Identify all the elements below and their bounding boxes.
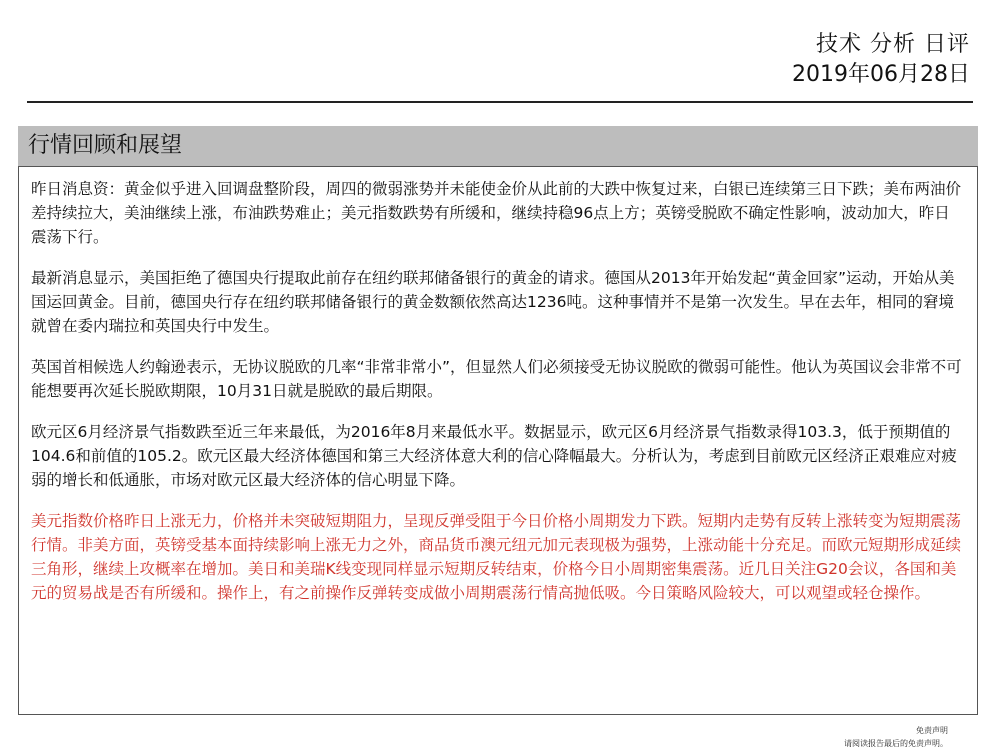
header-divider: [27, 101, 973, 103]
disclaimer-text: 请阅读报告最后的免责声明。: [844, 739, 948, 748]
section-title: 行情回顾和展望: [28, 133, 183, 158]
paragraph-market-news: 昨日消息资：黄金似乎进入回调盘整阶段，周四的微弱涨势并未能使金价从此前的大跌中恢复过来，白银已连续第三日下跌；美布两油价差持续拉大，美油继续上涨，布油跌势难止；美元指数跌势有所缓和，继续持稳96点上方；英镑受脱欧不确定性影响，波动加大，昨日震荡下行。: [31, 180, 962, 246]
report-header: [792, 30, 970, 90]
disclaimer-title: 免责声明: [916, 726, 948, 735]
paragraph-uk-brexit: 英国首相候选人约翰逊表示，无协议脱欧的几率“非常非常小”，但显然人们必须接受无协议脱欧的微弱可能性。他认为英国议会非常不可能想要再次延长脱欧期限，10月31日就是脱欧的最后期限。: [31, 358, 962, 400]
report-title: 技术 分析 日评: [816, 32, 970, 57]
report-date: 2019年06月28日: [792, 62, 970, 87]
section-header-bar: [18, 126, 978, 166]
paragraph-usd-analysis: 美元指数价格昨日上涨无力，价格并未突破短期阻力，呈现反弹受阻于今日价格小周期发力下跌。短期内走势有反转上涨转变为短期震荡行情。非美方面，英镑受基本面持续影响上涨无力之外，商品货币澳元纽元加元表现极为强势，上涨动能十分充足。而欧元短期形成延续三角形，继续上攻概率在增加。美日和美瑞K线变现同样显示短期反转结束，价格今日小周期密集震荡。近几日关注G20会议，各国和美元的贸易战是否有所缓和。操作上，有之前操作反弹转变成做小周期震荡行情高抛低吸。今日策略风险较大，可以观望或轻仓操作。: [31, 512, 962, 602]
paragraph-germany-gold: 最新消息显示，美国拒绝了德国央行提取此前存在纽约联邦储备银行的黄金的请求。德国从2013年开始发起“黄金回家”运动，开始从美国运回黄金。目前，德国央行存在纽约联邦储备银行的黄金数额依然高达1236吨。这种事情并不是第一次发生。早在去年，相同的窘境就曾在委内瑞拉和英国央行中发生。: [31, 269, 955, 335]
disclaimer: [844, 724, 948, 750]
paragraph-eurozone-sentiment: 欧元区6月经济景气指数跌至近三年来最低，为2016年8月来最低水平。数据显示，欧元区6月经济景气指数录得103.3，低于预期值的104.6和前值的105.2。欧元区最大经济体德国和第三大经济体意大利的信心降幅最大。分析认为，考虑到目前欧元区经济正艰难应对疲弱的增长和低通胀，市场对欧元区最大经济体的信心明显下降。: [31, 423, 957, 489]
content-box: [18, 166, 978, 715]
